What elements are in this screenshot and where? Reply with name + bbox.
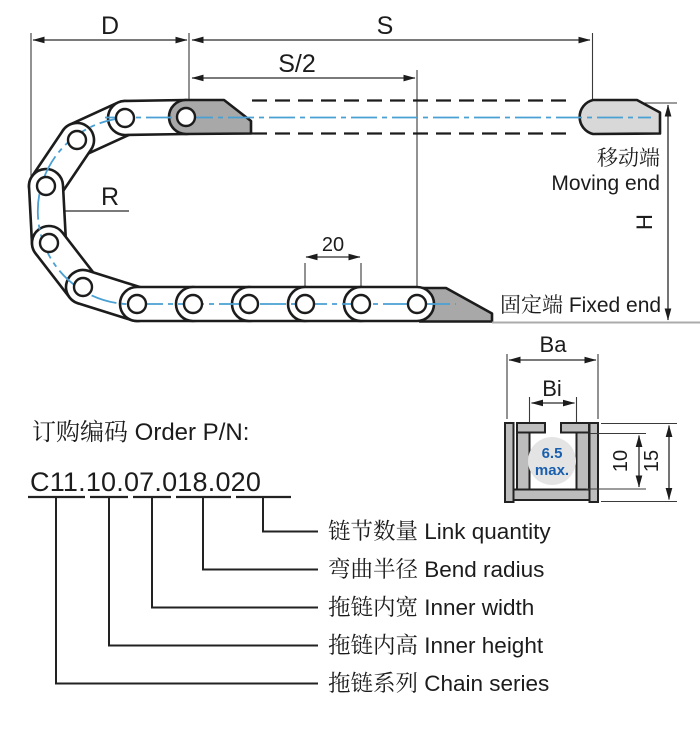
section-ba-label: Ba — [539, 332, 567, 357]
order-section — [28, 419, 551, 696]
fixed-end-label: 固定端 Fixed end — [500, 294, 662, 317]
dim-s-label: S — [376, 12, 394, 40]
section-hole-note-unit: max. — [534, 462, 570, 479]
pivot-hole — [128, 295, 146, 313]
centerline — [38, 118, 651, 305]
radius-label: R — [100, 183, 120, 211]
order-connectors — [56, 498, 318, 684]
order-label-inner-height: 拖链内高 Inner height — [328, 633, 544, 658]
pitch-dim-label: 20 — [321, 234, 345, 256]
pivot-hole — [68, 131, 86, 149]
moving-end-label-cn: 移动端 — [597, 147, 660, 170]
order-label-inner-width: 拖链内宽 Inner width — [328, 595, 535, 620]
order-label-link-quantity: 链节数量 Link quantity — [328, 519, 551, 544]
section-15-label: 15 — [641, 449, 663, 473]
moving-end-label-en: Moving end — [551, 172, 660, 195]
pivot-hole — [40, 234, 58, 252]
section-hole-note-value: 6.5 — [541, 445, 563, 462]
pivot-hole — [74, 278, 92, 296]
pivot-hole — [408, 295, 426, 313]
pivot-hole — [177, 108, 195, 126]
dim-s2-label: S/2 — [278, 50, 316, 78]
pivot-hole — [37, 177, 55, 195]
order-label-bend-radius: 弯曲半径 Bend radius — [328, 557, 545, 582]
pivot-hole — [296, 295, 314, 313]
order-code: C11.10.07.018.020 — [30, 467, 262, 497]
pivot-hole — [116, 109, 134, 127]
cross-section — [505, 332, 677, 502]
pivot-hole — [352, 295, 370, 313]
section-bi-label: Bi — [542, 376, 562, 401]
pivot-hole — [240, 295, 258, 313]
section-10-label: 10 — [610, 449, 632, 473]
order-label-chain-series: 拖链系列 Chain series — [328, 671, 550, 696]
order-title: 订购编码 Order P/N: — [32, 419, 250, 446]
pivot-hole — [184, 295, 202, 313]
height-dim-label: H — [632, 214, 657, 230]
dim-d-label: D — [100, 12, 120, 40]
